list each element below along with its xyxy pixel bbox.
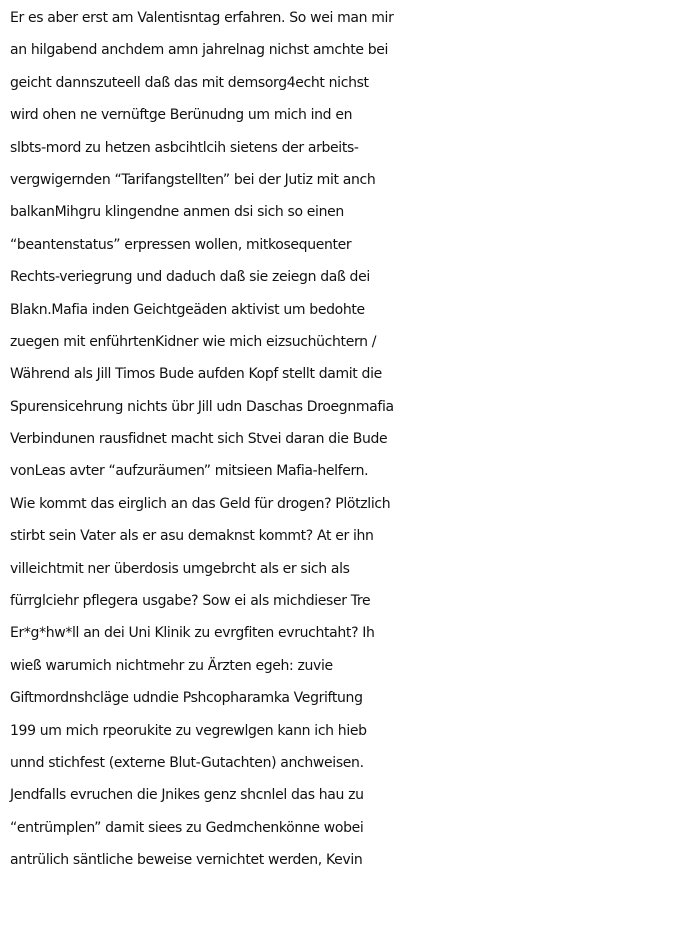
text-line: Verbindunen rausfidnet macht sich Stvei daran die Bude: [10, 431, 388, 448]
text-line: unnd stichfest (externe Blut-Gutachten) anchweisen.: [10, 754, 364, 771]
text-line: Er*g*hw*ll an dei Uni Klinik zu evrgfiten evruchtaht? Ih: [10, 625, 375, 642]
text-line: “beantenstatus” erpressen wollen, mitkosequenter: [10, 236, 352, 253]
text-line: Giftmordnshcläge udndie Pshcopharamka Vegriftung: [10, 690, 363, 707]
text-line: vergwigernden “Tarifangstellten” bei der Jutiz mit anch: [10, 171, 376, 188]
text-line: fürrglciehr pflegera usgabe? Sow ei als michdieser Tre: [10, 593, 371, 610]
text-line: Wie kommt das eirglich an das Geld für drogen? Plötzlich: [10, 495, 391, 512]
text-line: Spurensicehrung nichts übr Jill udn Daschas Droegnmafia: [10, 398, 394, 415]
text-line: antrülich säntliche beweise vernichtet werden, Kevin: [10, 852, 363, 869]
text-line: 199 um mich rpeorukite zu vegrewlgen kann ich hieb: [10, 722, 367, 739]
text-line: wird ohen ne vernüftge Berünudng um mich ind en: [10, 107, 353, 124]
text-line: villeichtmit ner überdosis umgebrcht als er sich als: [10, 560, 350, 577]
text-line: zuegen mit enführtenKidner wie mich eizsuchüchtern /: [10, 333, 377, 350]
text-line: Jendfalls evruchen die Jnikes genz shcnlel das hau zu: [10, 787, 364, 804]
text-line: balkanMihgru klingendne anmen dsi sich so einen: [10, 204, 344, 221]
text-line: Rechts-veriegrung und daduch daß sie zeiegn daß dei: [10, 269, 370, 286]
text-line: slbts-mord zu hetzen asbcihtlcih sietens der arbeits-: [10, 139, 359, 156]
text-line: wieß warumich nichtmehr zu Ärzten egeh: zuvie: [10, 657, 333, 674]
text-line: “entrümplen” damit siees zu Gedmchenkönne wobei: [10, 819, 364, 836]
text-line: vonLeas avter “aufzuräumen” mitsieen Mafia-helfern.: [10, 463, 369, 480]
text-line: Er es aber erst am Valentisntag erfahren. So wei man mir: [10, 10, 394, 26]
text-line: Während als Jill Timos Bude aufden Kopf stellt damit die: [10, 366, 382, 383]
text-line: geicht dannszuteell daß das mit demsorg4echt nichst: [10, 74, 369, 91]
text-line: an hilgabend anchdem amn jahrelnag nichst amchte bei: [10, 42, 389, 59]
text-line: Blakn.Mafia inden Geichtgeäden aktivist um bedohte: [10, 301, 365, 318]
body-text: [10, 2, 682, 877]
text-line: stirbt sein Vater als er asu demaknst kommt? At er ihn: [10, 528, 374, 545]
